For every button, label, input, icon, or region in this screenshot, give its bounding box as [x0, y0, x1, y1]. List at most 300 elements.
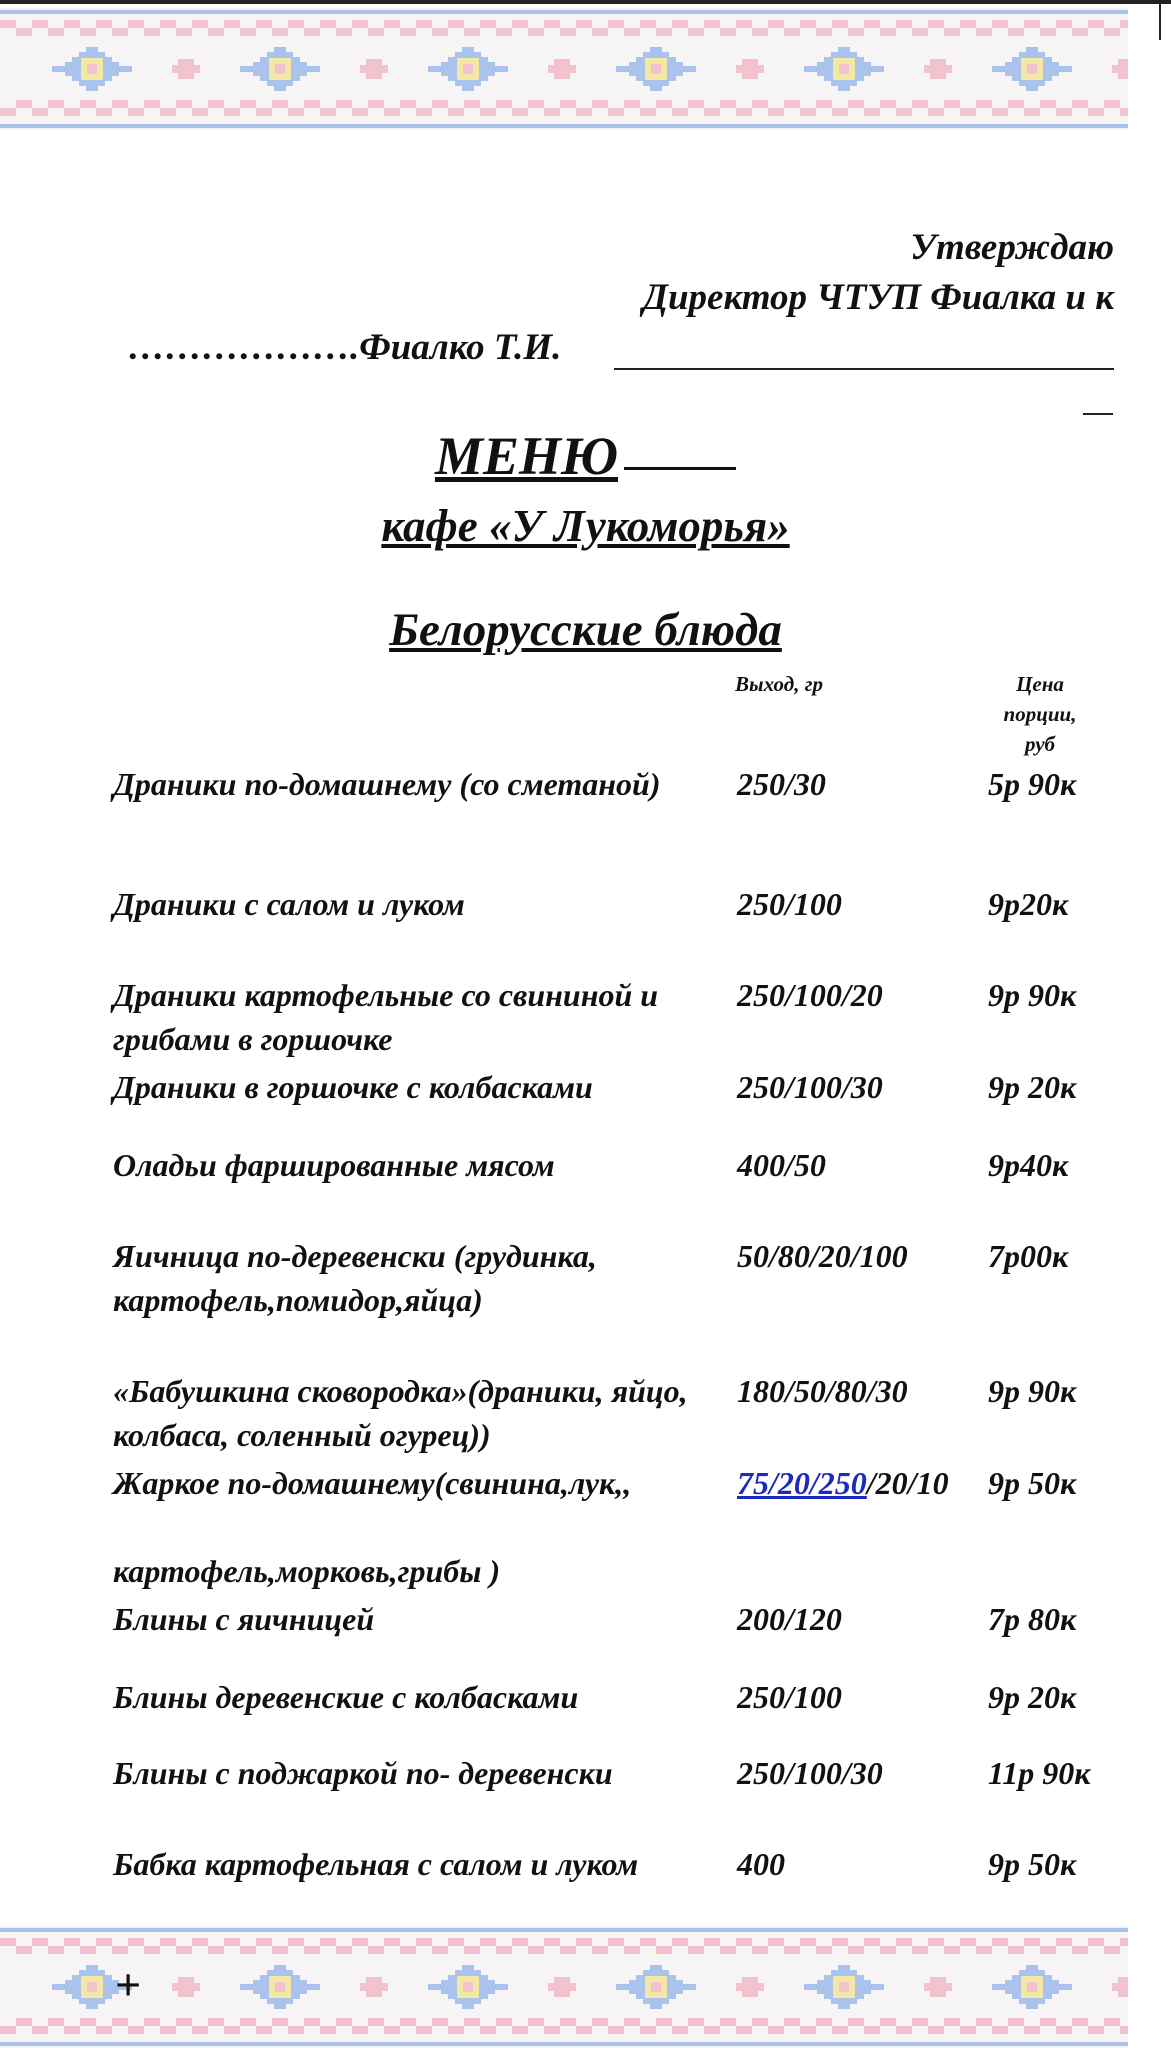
ornament-zigzag: [320, 20, 336, 28]
dish-name: Блины деревенские с колбасками: [113, 1679, 579, 1715]
ornament-diamond: [831, 52, 857, 57]
ornament-zigzag: [32, 20, 48, 28]
ornament-diamond: [1026, 47, 1038, 52]
ornament-zigzag: [256, 2026, 272, 2034]
ornament-zigzag: [80, 28, 96, 36]
ornament-diamond-center: [275, 64, 285, 74]
dish-output: 200/120: [737, 1601, 842, 1637]
ornament-small-diamond: [1112, 65, 1128, 73]
ornament-zigzag: [160, 2026, 176, 2034]
ornament-zigzag: [304, 1946, 320, 1954]
ornament-zigzag: [608, 1938, 624, 1946]
ornament-zigzag: [256, 1938, 272, 1946]
ornament-small-diamond: [736, 65, 764, 73]
ornament-zigzag: [1088, 1938, 1104, 1946]
ornament-diamond: [831, 81, 857, 86]
approval-director: Директор ЧТУП Фиалка и к: [642, 277, 1114, 318]
ornament-zigzag: [976, 100, 992, 108]
ornament-small-diamond: [930, 59, 946, 65]
plus-mark: +: [115, 1959, 142, 2010]
ornament-small-diamond: [1118, 59, 1128, 65]
ornament-zigzag: [688, 100, 704, 108]
ornament-zigzag: [160, 108, 176, 116]
ornament-zigzag: [704, 108, 720, 116]
ornament-zigzag: [0, 20, 16, 28]
ornament-zigzag: [992, 2026, 1008, 2034]
dish-price: 9р 20к: [988, 1679, 1077, 1715]
ornament-zigzag: [608, 20, 624, 28]
ornament-zigzag: [848, 2018, 864, 2026]
ornament-zigzag: [144, 100, 160, 108]
ornament-diamond: [650, 1965, 662, 1970]
ornament-zigzag: [320, 2026, 336, 2034]
ornament-diamond: [86, 86, 98, 91]
dish-output-rest: /20/10: [866, 1465, 949, 1501]
ornament-diamond: [267, 1970, 293, 1975]
ornament-zigzag: [1104, 1946, 1120, 1954]
ornament-diamond: [1026, 1965, 1038, 1970]
ornament-zigzag: [528, 100, 544, 108]
ornament-zigzag: [0, 1938, 16, 1946]
ornament-zigzag: [176, 28, 192, 36]
ornament-small-diamond: [178, 1977, 194, 1983]
ornament-zigzag: [672, 2026, 688, 2034]
ornament-diamond: [267, 1999, 293, 2004]
dish-output: 50/80/20/100: [737, 1238, 908, 1274]
ornament-diamond: [455, 1999, 481, 2004]
ornament-zigzag: [336, 1946, 352, 1954]
dish-price: 9р 20к: [988, 1069, 1077, 1105]
dish-price: 9р20к: [988, 886, 1069, 922]
ornament-zigzag: [368, 1946, 384, 1954]
ornament-zigzag: [496, 2018, 512, 2026]
ornament-zigzag: [480, 108, 496, 116]
ornament-zigzag: [384, 20, 400, 28]
dish-price: 9р40к: [988, 1147, 1069, 1183]
ornament-zigzag: [576, 20, 592, 28]
dish-name: Блины с яичницей: [113, 1601, 375, 1637]
dish-output: 400: [737, 1846, 785, 1882]
dish-name: Драники картофельные со свининой и грибами в горшочке: [113, 977, 659, 1057]
dish-name: Бабка картофельная с салом и луком: [113, 1846, 639, 1882]
ornament-zigzag: [208, 100, 224, 108]
ornament-zigzag: [192, 108, 208, 116]
ornament-zigzag: [288, 2026, 304, 2034]
ornament-diamond: [79, 81, 105, 86]
ornament-zigzag: [864, 2026, 880, 2034]
ornament-zigzag: [96, 1938, 112, 1946]
dish-name: Жаркое по-домашнему(свинина,лук,,: [113, 1465, 632, 1501]
dish-name: Драники в горшочке с колбасками: [113, 1069, 593, 1105]
ornament-zigzag: [624, 2018, 640, 2026]
ornament-zigzag: [640, 2026, 656, 2034]
ornament-zigzag: [640, 1938, 656, 1946]
ornament-zigzag: [688, 28, 704, 36]
dish-name: Оладьи фаршированные мясом: [113, 1147, 555, 1183]
ornament-small-diamond: [742, 1991, 758, 1997]
ornament-zigzag: [288, 20, 304, 28]
ornament-diamond-center: [87, 1982, 97, 1992]
ornament-zigzag: [128, 2026, 144, 2034]
ornament-zigzag: [848, 28, 864, 36]
ornament-zigzag: [912, 1946, 928, 1954]
ornament-zigzag: [192, 20, 208, 28]
ornament-zigzag: [864, 108, 880, 116]
ornament-zigzag: [400, 100, 416, 108]
dish-price: 5р 90к: [988, 766, 1077, 802]
ornament-zigzag: [208, 1946, 224, 1954]
ornament-small-diamond: [554, 73, 570, 79]
ornament-zigzag: [608, 108, 624, 116]
ornament-zigzag: [816, 100, 832, 108]
ornament-zigzag: [192, 2026, 208, 2034]
ornament-zigzag: [32, 108, 48, 116]
ornament-diamond: [274, 2004, 286, 2009]
ornament-small-diamond: [736, 1983, 764, 1991]
ornament-zigzag: [32, 1938, 48, 1946]
ornament-zigzag: [464, 28, 480, 36]
ornament-zigzag: [576, 2026, 592, 2034]
ornament-top-svg: [0, 8, 1128, 130]
ornament-zigzag: [832, 1938, 848, 1946]
ornament-small-diamond: [360, 1983, 388, 1991]
ornament-zigzag: [48, 2018, 64, 2026]
ornament-zigzag: [704, 1938, 720, 1946]
ornament-zigzag: [1056, 20, 1072, 28]
ornament-diamond: [79, 1970, 105, 1975]
ornament-zigzag: [496, 28, 512, 36]
ornament-zigzag: [0, 2026, 16, 2034]
ornament-zigzag: [272, 100, 288, 108]
ornament-zigzag: [128, 1938, 144, 1946]
ornament-zigzag: [640, 108, 656, 116]
ornament-zigzag: [1040, 28, 1056, 36]
ornament-zigzag: [352, 2026, 368, 2034]
ornament-zigzag: [320, 1938, 336, 1946]
ornament-zigzag: [64, 108, 80, 116]
ornament-zigzag: [1104, 28, 1120, 36]
ornament-zigzag: [80, 100, 96, 108]
ornament-diamond: [1019, 1999, 1045, 2004]
ornament-zigzag: [1024, 108, 1040, 116]
ornament-zigzag: [720, 2018, 736, 2026]
ornament-zigzag: [512, 2026, 528, 2034]
column-header-price-line1: Цена: [1016, 672, 1064, 696]
ornament-zigzag: [96, 108, 112, 116]
ornament-zigzag: [336, 2018, 352, 2026]
ornament-zigzag: [544, 20, 560, 28]
dish-price: 9р 50к: [988, 1465, 1077, 1501]
ornament-zigzag: [496, 100, 512, 108]
ornament-diamond-center: [463, 1982, 473, 1992]
ornament-zigzag: [288, 1938, 304, 1946]
ornament-zigzag: [1024, 2026, 1040, 2034]
dish-name: Яичница по-деревенски (грудинка, картофель,помидор,яйца): [113, 1238, 597, 1318]
ornament-zigzag: [224, 1938, 240, 1946]
ornament-diamond: [79, 1999, 105, 2004]
ornament-small-diamond: [1118, 1991, 1128, 1997]
ornament-diamond: [455, 81, 481, 86]
ornament-zigzag: [944, 1946, 960, 1954]
ornament-small-diamond: [172, 1983, 200, 1991]
ornament-zigzag: [592, 1946, 608, 1954]
ornament-zigzag: [832, 20, 848, 28]
ornament-zigzag: [480, 2026, 496, 2034]
ornament-diamond: [1026, 86, 1038, 91]
ornament-diamond: [455, 52, 481, 57]
ornament-diamond: [1026, 2004, 1038, 2009]
ornament-zigzag: [320, 108, 336, 116]
ornament-zigzag: [208, 2018, 224, 2026]
ornament-zigzag: [736, 1938, 752, 1946]
ornament-zigzag: [848, 1946, 864, 1954]
ornament-zigzag: [128, 20, 144, 28]
ornament-zigzag: [672, 1938, 688, 1946]
ornament-edge-line: [0, 10, 1128, 14]
ornament-zigzag: [1088, 108, 1104, 116]
ornament-zigzag: [176, 100, 192, 108]
ornament-diamond-center: [1027, 64, 1037, 74]
top-rule: [0, 0, 1171, 4]
ornament-zigzag: [384, 2026, 400, 2034]
ornament-zigzag: [624, 1946, 640, 1954]
ornament-zigzag: [176, 1946, 192, 1954]
ornament-zigzag: [624, 100, 640, 108]
ornament-zigzag: [800, 108, 816, 116]
ornament-zigzag: [528, 28, 544, 36]
ornament-zigzag: [240, 1946, 256, 1954]
dish-name: Драники по-домашнему (со сметаной): [113, 766, 661, 802]
ornament-zigzag: [928, 20, 944, 28]
menu-title-text: МЕНЮ: [434, 426, 619, 486]
ornament-zigzag: [304, 28, 320, 36]
dish-price: 7р00к: [988, 1238, 1069, 1274]
ornament-zigzag: [432, 1946, 448, 1954]
ornament-zigzag: [656, 28, 672, 36]
ornament-zigzag: [16, 2018, 32, 2026]
ornament-zigzag: [672, 108, 688, 116]
ornament-small-diamond: [366, 73, 382, 79]
ornament-small-diamond: [1118, 73, 1128, 79]
column-header-price: [980, 669, 1100, 759]
menu-title: [0, 425, 1171, 487]
ornament-small-diamond: [366, 59, 382, 65]
ornament-diamond: [838, 47, 850, 52]
ornament-zigzag: [352, 20, 368, 28]
ornament-zigzag: [560, 100, 576, 108]
ornament-zigzag: [1072, 28, 1088, 36]
ornament-zigzag: [560, 28, 576, 36]
ornament-zigzag: [416, 20, 432, 28]
ornament-zigzag: [496, 1946, 512, 1954]
ornament-zigzag: [800, 2026, 816, 2034]
ornament-small-diamond: [360, 65, 388, 73]
ornament-zigzag: [752, 2018, 768, 2026]
ornament-zigzag: [944, 28, 960, 36]
ornament-zigzag: [112, 2018, 128, 2026]
ornament-zigzag: [512, 108, 528, 116]
ornament-zigzag: [784, 1946, 800, 1954]
ornament-zigzag: [32, 2026, 48, 2034]
dish-output-link[interactable]: 75/20/250: [737, 1465, 867, 1501]
ornament-zigzag: [720, 100, 736, 108]
ornament-zigzag: [896, 1938, 912, 1946]
ornament-zigzag: [80, 1946, 96, 1954]
ornament-zigzag: [656, 1946, 672, 1954]
ornament-zigzag: [672, 20, 688, 28]
ornament-zigzag: [272, 2018, 288, 2026]
ornament-diamond: [643, 81, 669, 86]
ornament-diamond: [831, 1970, 857, 1975]
dish-output: 250/30: [737, 766, 826, 802]
ornament-zigzag: [1008, 2018, 1024, 2026]
dish-output: 250/100/20: [737, 977, 883, 1013]
ornament-zigzag: [368, 28, 384, 36]
ornament-zigzag: [544, 2026, 560, 2034]
ornament-zigzag: [64, 20, 80, 28]
dish-output: [737, 1461, 949, 1505]
ornament-zigzag: [144, 28, 160, 36]
ornament-zigzag: [880, 2018, 896, 2026]
cafe-name: кафе «У Лукоморья»: [381, 501, 790, 551]
ornament-zigzag: [64, 2026, 80, 2034]
ornament-zigzag: [864, 1938, 880, 1946]
ornament-small-diamond: [178, 73, 194, 79]
column-header-price-line3: руб: [1024, 732, 1056, 756]
ornament-bottom-svg: [0, 1926, 1128, 2048]
ornament-zigzag: [816, 1946, 832, 1954]
dish-output: 250/100/30: [737, 1755, 883, 1791]
ornament-diamond: [643, 1970, 669, 1975]
approval-signature: ……………….Фиалко Т.И.: [128, 327, 562, 368]
ornament-zigzag: [896, 20, 912, 28]
ornament-zigzag: [448, 2026, 464, 2034]
ornament-zigzag: [384, 1938, 400, 1946]
ornament-zigzag: [912, 28, 928, 36]
ornament-zigzag: [736, 108, 752, 116]
column-header-price-line2: порции,: [1003, 702, 1077, 726]
ornament-zigzag: [720, 28, 736, 36]
ornament-zigzag: [1040, 2018, 1056, 2026]
ornament-small-diamond: [930, 1991, 946, 1997]
dish-price: 9р 90к: [988, 1373, 1077, 1409]
ornament-zigzag: [880, 28, 896, 36]
ornament-zigzag: [528, 1946, 544, 1954]
ornament-zigzag: [304, 100, 320, 108]
ornament-zigzag: [1072, 1946, 1088, 1954]
ornament-diamond: [86, 47, 98, 52]
ornament-small-diamond: [548, 65, 576, 73]
ornament-diamond: [643, 1999, 669, 2004]
ornament-zigzag: [1024, 1938, 1040, 1946]
ornament-zigzag: [608, 2026, 624, 2034]
ornament-zigzag: [432, 2018, 448, 2026]
ornament-zigzag: [1120, 2026, 1128, 2034]
ornament-zigzag: [992, 108, 1008, 116]
ornament-zigzag: [512, 20, 528, 28]
ornament-zigzag: [400, 2018, 416, 2026]
ornament-zigzag: [160, 1938, 176, 1946]
ornament-border-top: [0, 8, 1128, 130]
ornament-zigzag: [896, 2026, 912, 2034]
ornament-zigzag: [752, 100, 768, 108]
ornament-diamond: [462, 2004, 474, 2009]
ornament-zigzag: [448, 1938, 464, 1946]
ornament-zigzag: [1056, 2026, 1072, 2034]
ornament-zigzag: [1024, 20, 1040, 28]
ornament-zigzag: [448, 108, 464, 116]
ornament-zigzag: [944, 2018, 960, 2026]
ornament-zigzag: [480, 20, 496, 28]
ornament-zigzag: [144, 1946, 160, 1954]
ornament-zigzag: [1104, 100, 1120, 108]
ornament-zigzag: [976, 1946, 992, 1954]
ornament-zigzag: [432, 100, 448, 108]
ornament-small-diamond: [366, 1991, 382, 1997]
ornament-diamond: [462, 47, 474, 52]
ornament-zigzag: [576, 108, 592, 116]
ornament-zigzag: [1008, 100, 1024, 108]
ornament-zigzag: [1040, 1946, 1056, 1954]
ornament-zigzag: [752, 1946, 768, 1954]
ornament-zigzag: [1088, 20, 1104, 28]
ornament-edge-line: [0, 124, 1128, 128]
ornament-zigzag: [560, 2018, 576, 2026]
signature-underline-tail: [1083, 413, 1113, 415]
ornament-zigzag: [272, 28, 288, 36]
ornament-zigzag: [432, 28, 448, 36]
ornament-zigzag: [96, 20, 112, 28]
signature-underline: [614, 368, 1114, 370]
ornament-zigzag: [240, 100, 256, 108]
ornament-zigzag: [176, 2018, 192, 2026]
ornament-zigzag: [48, 1946, 64, 1954]
ornament-zigzag: [784, 2018, 800, 2026]
dish-name: «Бабушкина сковородка»(драники, яйцо, колбаса, соленный огурец)): [113, 1373, 688, 1453]
dish-price: 9р 50к: [988, 1846, 1077, 1882]
ornament-zigzag: [48, 28, 64, 36]
dish-output: 400/50: [737, 1147, 826, 1183]
ornament-zigzag: [688, 1946, 704, 1954]
ornament-zigzag: [880, 100, 896, 108]
ornament-zigzag: [912, 100, 928, 108]
ornament-zigzag: [16, 1946, 32, 1954]
ornament-diamond: [650, 2004, 662, 2009]
ornament-zigzag: [224, 20, 240, 28]
ornament-zigzag: [544, 1938, 560, 1946]
ornament-border-bottom: [0, 1926, 1128, 2048]
ornament-small-diamond: [1118, 1977, 1128, 1983]
ornament-zigzag: [240, 2018, 256, 2026]
ornament-edge-line: [0, 1928, 1128, 1932]
ornament-small-diamond: [366, 1977, 382, 1983]
ornament-zigzag: [16, 28, 32, 36]
ornament-zigzag: [1056, 1938, 1072, 1946]
ornament-diamond: [455, 1970, 481, 1975]
ornament-zigzag: [816, 28, 832, 36]
ornament-zigzag: [480, 1938, 496, 1946]
ornament-zigzag: [336, 28, 352, 36]
ornament-zigzag: [464, 2018, 480, 2026]
ornament-zigzag: [1120, 1938, 1128, 1946]
ornament-zigzag: [1104, 2018, 1120, 2026]
ornament-zigzag: [208, 28, 224, 36]
dish-output: 180/50/80/30: [737, 1373, 908, 1409]
column-header-output: Выход, гр: [735, 672, 823, 696]
ornament-zigzag: [352, 108, 368, 116]
ornament-diamond: [267, 52, 293, 57]
ornament-zigzag: [512, 1938, 528, 1946]
